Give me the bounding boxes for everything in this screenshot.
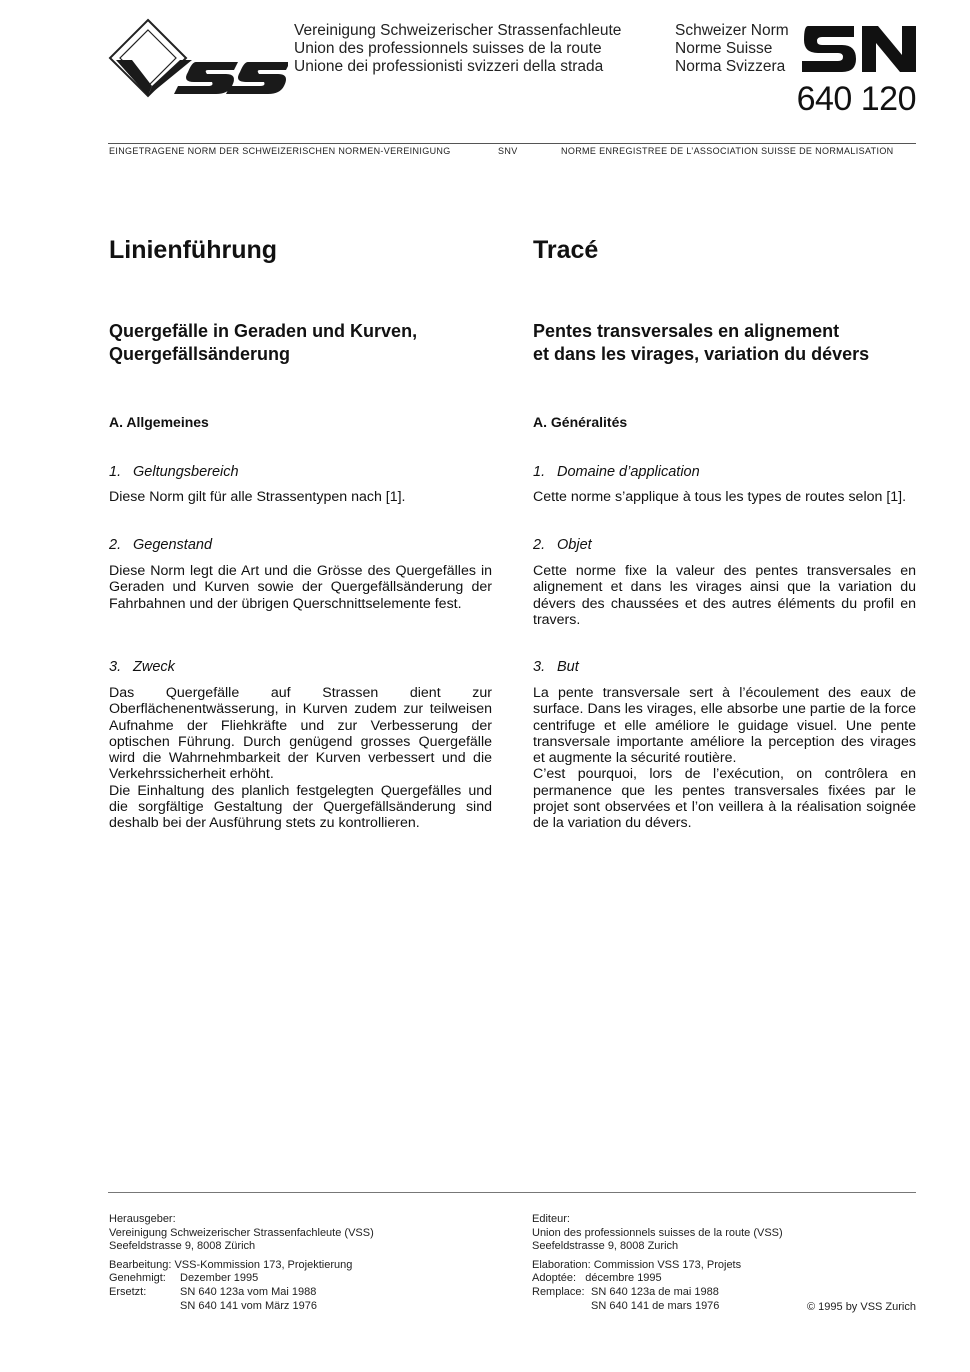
subtitle-fr (533, 320, 916, 366)
publisher-name: Union des professionnels suisses de la route (VSS) (532, 1226, 783, 1239)
paragraph: Das Quergefälle auf Strassen dient zur Oberflächenentwässerung, in Kurven zudem zur teilweisen Aufnahme der Fliehkräfte und zur Verbesserung der optischen Führung. Durch genügend grosses Quergefälle wird die Wahrnehmbarkeit der Kurven verbessert und die Verkehrssicherheit erhöht. (109, 685, 492, 783)
paragraph: Cette norme s’applique à tous les types de routes selon [1]. (533, 489, 907, 505)
approved-row (109, 1272, 492, 1286)
heading-purpose-de (109, 659, 492, 675)
copyright: © 1995 by VSS Zurich (807, 1301, 916, 1313)
subtitle-de (109, 320, 492, 366)
heading-scope-fr (533, 464, 916, 480)
heading-scope-de (109, 464, 492, 480)
registration-fr: NORME ENREGISTREE DE L’ASSOCIATION SUISSE DE NORMALISATION (561, 146, 894, 156)
heading-purpose-fr (533, 659, 916, 675)
paragraph: Diese Norm gilt für alle Strassentypen nach [1]. (109, 489, 406, 505)
subject-text-fr (533, 563, 916, 628)
norm-label-it: Norma Svizzera (675, 58, 786, 75)
edited-by-value: Commission VSS 173, Projets (593, 1258, 742, 1271)
subtitle-fr-line1: Pentes transversales en alignement (533, 321, 840, 341)
vss-logo (108, 18, 288, 102)
replaces-value-2: SN 640 141 de mars 1976 (591, 1299, 720, 1312)
approved-label: Adoptée: (532, 1272, 577, 1285)
edited-by-row (532, 1259, 915, 1273)
publisher-name: Vereinigung Schweizerischer Strassenfachleute (VSS) (109, 1226, 374, 1239)
subtitle-de-line2: Quergefällsänderung (109, 344, 291, 364)
title-de: Linienführung (109, 236, 278, 264)
scope-text-de (109, 489, 492, 505)
heading-text: Geltungsbereich (133, 464, 239, 480)
footer-divider (108, 1192, 916, 1193)
subject-text-de (109, 563, 492, 612)
heading-number: 1. (533, 464, 546, 480)
norm-label-fr: Norme Suisse (675, 40, 773, 57)
paragraph: C’est pourquoi, lors de l’exécution, on contrôlera en permanence que les pentes transversales fixées par le projet sont observées et l’on veillera à la réalisation soignée de la variation du dévers. (533, 766, 916, 832)
replaces-label: Ersetzt: (109, 1285, 147, 1298)
header-divider (108, 143, 916, 144)
approved-value: Dezember 1995 (180, 1272, 259, 1285)
replaces-row (109, 1286, 492, 1300)
replaces-row-2 (109, 1300, 492, 1314)
imprint-fr (532, 1213, 915, 1313)
association-names (294, 22, 621, 76)
approved-label: Genehmigt: (109, 1272, 166, 1285)
heading-number: 1. (109, 464, 122, 480)
approved-row (532, 1272, 915, 1286)
approved-value: décembre 1995 (585, 1272, 662, 1285)
edited-by-label: Bearbeitung: (109, 1258, 172, 1271)
heading-text: Objet (557, 537, 592, 553)
subtitle-de-line1: Quergefälle in Geraden und Kurven, (109, 321, 418, 341)
heading-text: But (557, 659, 579, 675)
org-name-it: Unione dei professionisti svizzeri della strada (294, 58, 604, 75)
paragraph: Cette norme fixe la valeur des pentes transversales en alignement et dans les virages ainsi que la variation du dévers des chaussées et des autres éléments du profil en travers. (533, 563, 916, 628)
publisher-label: Editeur: (532, 1213, 570, 1225)
paragraph: La pente transversale sert à l’écoulement des eaux de surface. Dans les virages, elle absorbe une partie de la force centrifuge et elle améliore le guidage visuel. Une pente transversale importante améliore la perception des virages et augmente la sécurité routière. (533, 685, 916, 767)
edited-by-row (109, 1259, 492, 1273)
section-heading-de: A. Allgemeines (109, 414, 209, 430)
publisher-address: Seefeldstrasse 9, 8008 Zurich (532, 1240, 679, 1253)
replaces-value-2: SN 640 141 vom März 1976 (180, 1299, 317, 1312)
edited-by-value: VSS-Kommission 173, Projektierung (174, 1258, 353, 1271)
heading-number: 3. (533, 659, 546, 675)
org-name-fr: Union des professionnels suisses de la route (294, 40, 602, 57)
purpose-text-de (109, 685, 492, 832)
scope-text-fr (533, 489, 916, 505)
publisher-address: Seefeldstrasse 9, 8008 Zürich (109, 1240, 256, 1253)
subtitle-fr-line2: et dans les virages, variation du dévers (533, 344, 870, 364)
org-name-de: Vereinigung Schweizerischer Strassenfachleute (294, 22, 622, 39)
heading-number: 2. (109, 537, 122, 553)
heading-number: 3. (109, 659, 122, 675)
replaces-label: Remplace: (532, 1285, 585, 1298)
norm-label-de: Schweizer Norm (675, 22, 789, 39)
norm-number: 640 120 (796, 80, 916, 118)
heading-text: Gegenstand (133, 537, 213, 553)
replaces-value-1: SN 640 123a de mai 1988 (591, 1285, 719, 1298)
heading-number: 2. (533, 537, 546, 553)
replaces-row (532, 1286, 915, 1300)
paragraph: Die Einhaltung des planlich festgelegten Quergefälles und die sorgfältige Gestaltung der Quergefällsänderung sind deshalb bei der Ausführung stets zu kontrollieren. (109, 782, 492, 832)
sn-logo (800, 22, 918, 76)
heading-subject-fr (533, 537, 916, 553)
replaces-value-1: SN 640 123a vom Mai 1988 (180, 1285, 317, 1298)
title-fr: Tracé (533, 236, 599, 264)
section-heading-fr: A. Généralités (533, 414, 628, 430)
registration-de: EINGETRAGENE NORM DER SCHWEIZERISCHEN NORMEN-VEREINIGUNG (109, 146, 451, 156)
paragraph: Diese Norm legt die Art und die Grösse des Quergefälles in Geraden und Kurven sowie der Quergefällsänderung der Fahrbahnen und der übrigen Querschnittselemente fest. (109, 563, 492, 612)
purpose-text-fr (533, 685, 916, 832)
heading-subject-de (109, 537, 492, 553)
edited-by-label: Elaboration: (532, 1258, 591, 1271)
registration-snv: SNV (498, 146, 518, 156)
heading-text: Zweck (133, 659, 175, 675)
publisher-label: Herausgeber: (109, 1213, 176, 1225)
heading-text: Domaine d’application (557, 464, 700, 480)
imprint-de (109, 1213, 492, 1313)
norm-labels (675, 22, 789, 76)
